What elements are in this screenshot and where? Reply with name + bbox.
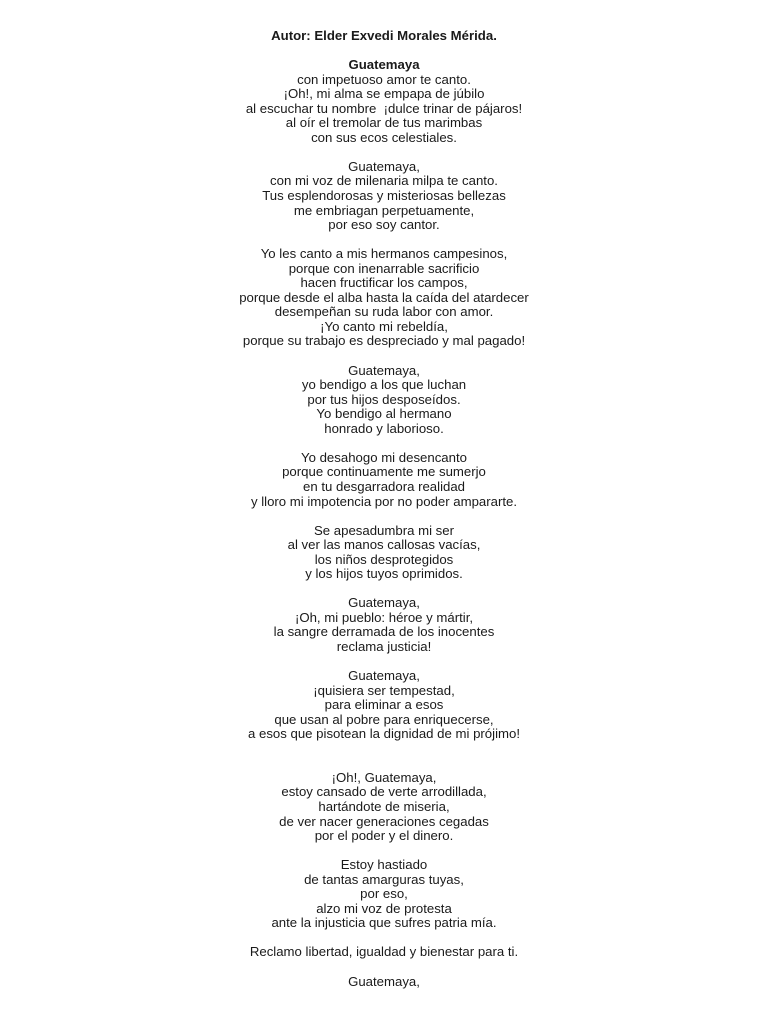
- verse-line: ¡Oh, mi pueblo: héroe y mártir,: [294, 609, 474, 625]
- verse-line: reclama justicia!: [336, 638, 432, 654]
- verse-line: Yo desahogo mi desencanto: [301, 449, 467, 465]
- stanza-9: [0, 771, 768, 844]
- verse-line: honrado y laborioso.: [324, 420, 444, 436]
- verse-line: hacen fructificar los campos,: [300, 275, 468, 291]
- stanza-gap: [0, 844, 768, 859]
- verse-line: y lloro mi impotencia por no poder ampararte.: [250, 493, 518, 509]
- verse-line: ¡Yo canto mi rebeldía,: [320, 318, 448, 334]
- verse-line: Guatemaya,: [348, 668, 420, 684]
- stanza-7: [0, 596, 768, 654]
- verse-line: a esos que pisotean la dignidad de mi prójimo!: [248, 726, 520, 742]
- verse-line: Guatemaya,: [348, 362, 420, 378]
- verse-line: ¡Oh!, Guatemaya,: [331, 769, 437, 785]
- verse-line: los niños desprotegidos: [314, 551, 454, 567]
- stanza-8: [0, 669, 768, 742]
- verse-line: porque desde el alba hasta la caída del atardecer: [239, 289, 529, 305]
- verse-line: con impetuoso amor te canto.: [297, 71, 471, 87]
- verse-line: en tu desgarradora realidad: [302, 478, 466, 494]
- verse-line: hartándote de miseria,: [318, 798, 450, 814]
- verse-line: Estoy hastiado: [340, 857, 428, 873]
- stanza-1: [0, 73, 768, 146]
- verse-line: al oír el tremolar de tus marimbas: [285, 115, 483, 131]
- verse-line: Yo les canto a mis hermanos campesinos,: [260, 246, 508, 262]
- stanza-2: [0, 160, 768, 233]
- verse-line: Guatemaya,: [348, 158, 420, 174]
- verse-line: al ver las manos callosas vacías,: [287, 537, 481, 553]
- verse-line: Se apesadumbra mi ser: [313, 522, 454, 538]
- stanza-gap: [0, 44, 768, 59]
- stanza-gap: [0, 931, 768, 946]
- stanza-gap: [0, 349, 768, 364]
- stanza-5: [0, 451, 768, 509]
- verse-line: que usan al pobre para enriquecerse,: [274, 711, 494, 727]
- stanza-gap: [0, 742, 768, 771]
- stanza-10: [0, 858, 768, 931]
- verse-line: Guatemaya,: [348, 595, 420, 611]
- verse-line: de tantas amarguras tuyas,: [304, 871, 464, 887]
- stanza-gap: [0, 509, 768, 524]
- author-line: Autor: Elder Exvedi Morales Mérida.: [271, 28, 497, 43]
- verse-line: ante la injusticia que sufres patria mía.: [271, 915, 497, 931]
- stanza-12: [0, 975, 768, 990]
- verse-line: por el poder y el dinero.: [314, 828, 454, 844]
- verse-line: estoy cansado de verte arrodillada,: [281, 784, 487, 800]
- stanza-6: [0, 524, 768, 582]
- verse-line: porque su trabajo es despreciado y mal pagado!: [242, 333, 526, 349]
- stanza-gap: [0, 655, 768, 670]
- stanza-gap: [0, 145, 768, 160]
- verse-line: por eso,: [360, 886, 408, 902]
- verse-line: por tus hijos desposeídos.: [307, 391, 461, 407]
- verse-line: Reclamo libertad, igualdad y bienestar para ti.: [249, 944, 519, 960]
- verse-line: alzo mi voz de protesta: [316, 900, 452, 916]
- stanza-gap: [0, 233, 768, 248]
- verse-line: porque continuamente me sumerjo: [282, 464, 486, 480]
- verse-line: y los hijos tuyos oprimidos.: [305, 566, 463, 582]
- verse-line: con sus ecos celestiales.: [311, 129, 457, 145]
- poem-title: Guatemaya: [348, 57, 420, 73]
- verse-line: Guatemaya,: [348, 973, 420, 989]
- verse-line: con mi voz de milenaria milpa te canto.: [270, 173, 498, 189]
- verse-line: de ver nacer generaciones cegadas: [279, 813, 489, 829]
- verse-line: me embriagan perpetuamente,: [293, 202, 475, 218]
- poem-page: [0, 29, 768, 989]
- stanza-gap: [0, 436, 768, 451]
- verse-line: Tus esplendorosas y misteriosas bellezas: [262, 188, 506, 204]
- stanza-3: [0, 247, 768, 349]
- verse-line: ¡Oh!, mi alma se empapa de júbilo: [283, 86, 485, 102]
- stanza-gap: [0, 582, 768, 597]
- stanza-gap: [0, 960, 768, 975]
- verse-line: la sangre derramada de los inocentes: [273, 624, 495, 640]
- stanza-4: [0, 364, 768, 437]
- verse-line: ¡quisiera ser tempestad,: [313, 682, 455, 698]
- verse-line: por eso soy cantor.: [328, 217, 440, 233]
- verse-line: desempeñan su ruda labor con amor.: [274, 304, 494, 320]
- verse-line: al escuchar tu nombre ¡dulce trinar de pájaros!: [245, 100, 523, 116]
- verse-line: yo bendigo a los que luchan: [301, 377, 467, 393]
- verse-line: Yo bendigo al hermano: [316, 406, 452, 422]
- verse-line: porque con inenarrable sacrificio: [288, 260, 480, 276]
- stanza-11: [0, 945, 768, 960]
- verse-line: para eliminar a esos: [324, 697, 444, 713]
